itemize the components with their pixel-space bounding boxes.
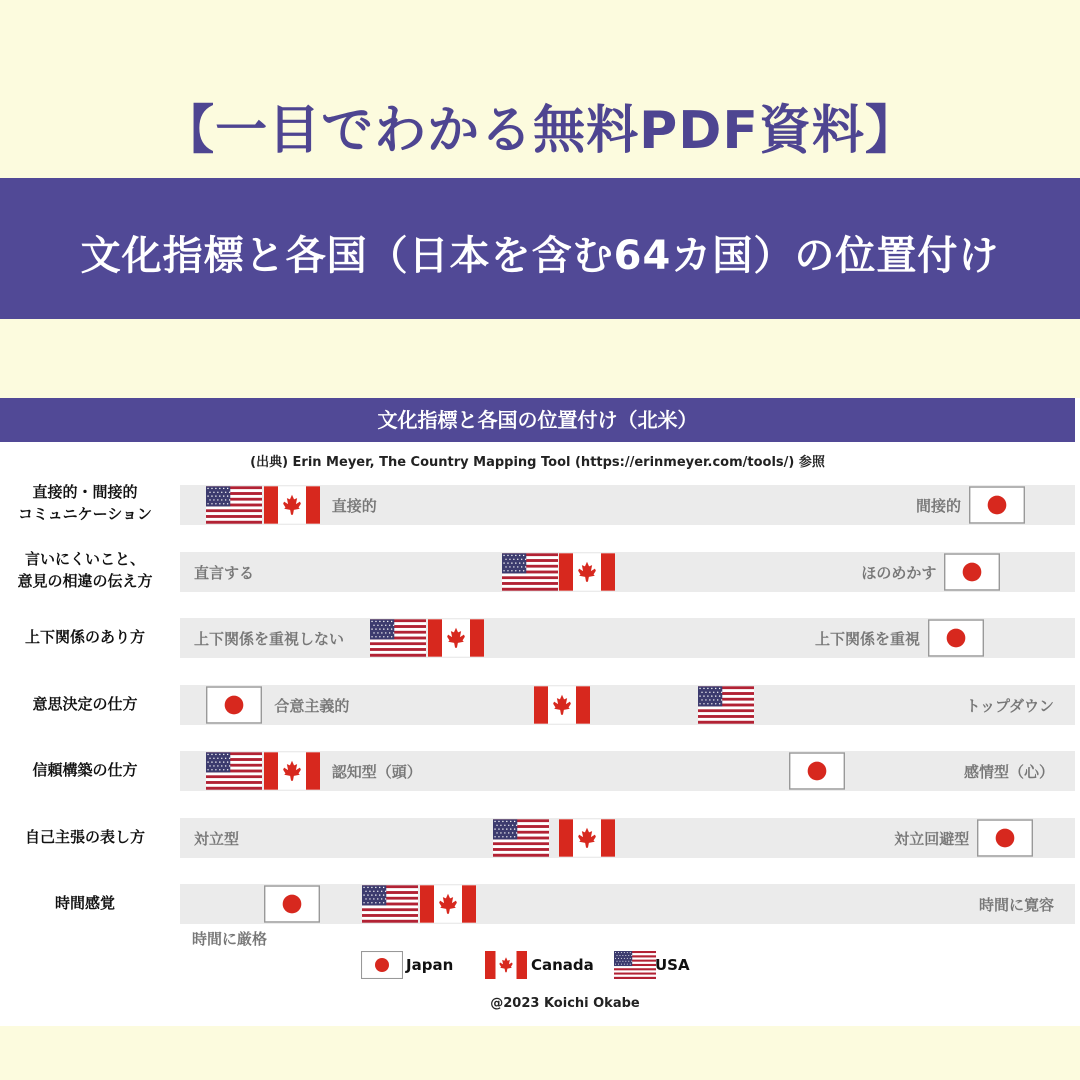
pole-left: 直言する [194,563,255,582]
japan-flag-icon [264,885,320,923]
pole-right: ほのめかす [861,563,937,582]
canada-flag-icon-legend [484,951,528,979]
pole-right: 上下関係を重視 [814,630,920,648]
pole-left: 上下関係を重視しない [194,630,345,648]
row-label: 上下関係のあり方 [24,628,145,646]
canada-flag-icon [264,752,320,790]
banner-title: 文化指標と各国（日本を含む64カ国）の位置付け [80,233,1000,279]
japan-flag-icon [944,553,1000,591]
japan-flag-icon [977,819,1033,857]
japan-flag-icon [969,486,1025,524]
canada-flag-icon [264,486,320,524]
usa-flag-icon [362,885,418,923]
chart-title: 文化指標と各国の位置付け（北米） [0,398,1075,442]
pole-left: 時間に厳格 [192,930,268,948]
usa-flag-icon [493,819,549,857]
canada-flag-icon [428,619,484,657]
pole-left: 直接的 [331,497,377,515]
row-label: 意思決定の仕方 [32,694,138,713]
legend-label-usa: USA [655,956,690,974]
pole-right: 対立回避型 [894,829,970,848]
legend-label-canada: Canada [531,956,594,974]
row-label: 時間感覚 [54,894,115,912]
pole-right: 感情型（心） [963,763,1054,781]
headline: 【一目でわかる無料PDF資料】 [162,101,918,161]
pole-right: 間接的 [915,497,961,515]
row-label: 直接的・間接的 コミュニケーション [17,483,153,523]
chart-source: (出典) Erin Meyer, The Country Mapping Tool (https://erinmeyer.com/tools/) 参照 [250,455,825,470]
pole-left: 対立型 [194,829,240,848]
canada-flag-icon [420,885,476,923]
usa-flag-icon [502,553,558,591]
canada-flag-icon [534,686,590,724]
usa-flag-icon [370,619,426,657]
japan-flag-icon [206,686,262,724]
usa-flag-icon [698,686,754,724]
usa-flag-icon-legend [613,951,657,979]
row-label: 自己主張の表し方 [24,827,145,846]
canada-flag-icon [559,553,615,591]
japan-flag-icon [928,619,984,657]
japan-flag-icon [789,752,845,790]
legend-label-japan: Japan [406,956,454,974]
pole-left: 合意主義的 [274,696,350,715]
copyright: @2023 Koichi Okabe [490,996,640,1011]
usa-flag-icon [206,486,262,524]
canada-flag-icon [559,819,615,857]
usa-flag-icon [206,752,262,790]
row-label: 言いにくいこと、 意見の相違の伝え方 [17,549,153,590]
pole-right: トップダウン [965,696,1054,715]
row-label: 信頼構築の仕方 [32,761,138,779]
japan-flag-icon-legend [360,951,404,979]
pole-left: 認知型（頭） [331,763,422,781]
pole-right: 時間に寛容 [978,896,1054,914]
row-track [180,552,1075,592]
